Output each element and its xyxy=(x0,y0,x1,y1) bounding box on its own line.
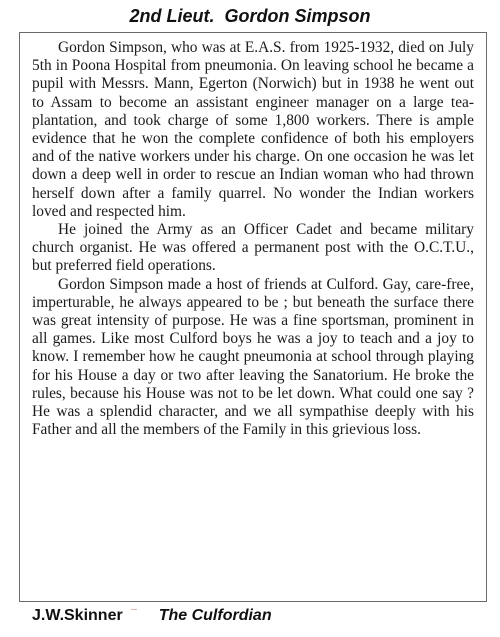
source-publication: The Culfordian xyxy=(158,607,272,624)
attribution xyxy=(32,607,272,625)
author-name: J.W.Skinner xyxy=(32,607,123,624)
paragraph-2: He joined the Army as an Officer Cadet and became military church organist. He was offered a permanent post with the O.C.T.U., but preferred field operations. xyxy=(32,221,474,275)
decorative-mark xyxy=(131,609,137,610)
page-title: 2nd Lieut. Gordon Simpson xyxy=(129,6,371,26)
paragraph-3: Gordon Simpson made a host of friends at Culford. Gay, care-free, imperturable, he always appeared to be ; but beneath the surface there was great intensity of purpose. He was a fine sportsman, prominent in all games. Like most Culford boys he was a joy to teach and a joy to know. I remember how he caught pneumonia at school through playing for his House a day or two after leaving the Sanatorium. He broke the rules, because his House was not to be let down. What could one say ? He was a splendid character, and we all sympathise deeply with his Father and all the members of the Family in this grievious loss. xyxy=(32,275,474,439)
paragraph-1: Gordon Simpson, who was at E.A.S. from 1925-1932, died on July 5th in Poona Hospital from pneumonia. On leaving school he became a pupil with Messrs. Mann, Egerton (Norwich) but in 1938 he went out to Assam to become an assistant engineer manager on a large tea-plantation, and took charge of some 1,800 workers. There is ample evidence that he won the complete confidence of both his employers and of the native workers under his charge. On one occasion he was let down a deep well in order to rescue an Indian woman who had thrown herself down after a family quarrel. No wonder the Indian workers loved and respected him. xyxy=(32,39,474,220)
obituary-clipping xyxy=(19,32,487,602)
